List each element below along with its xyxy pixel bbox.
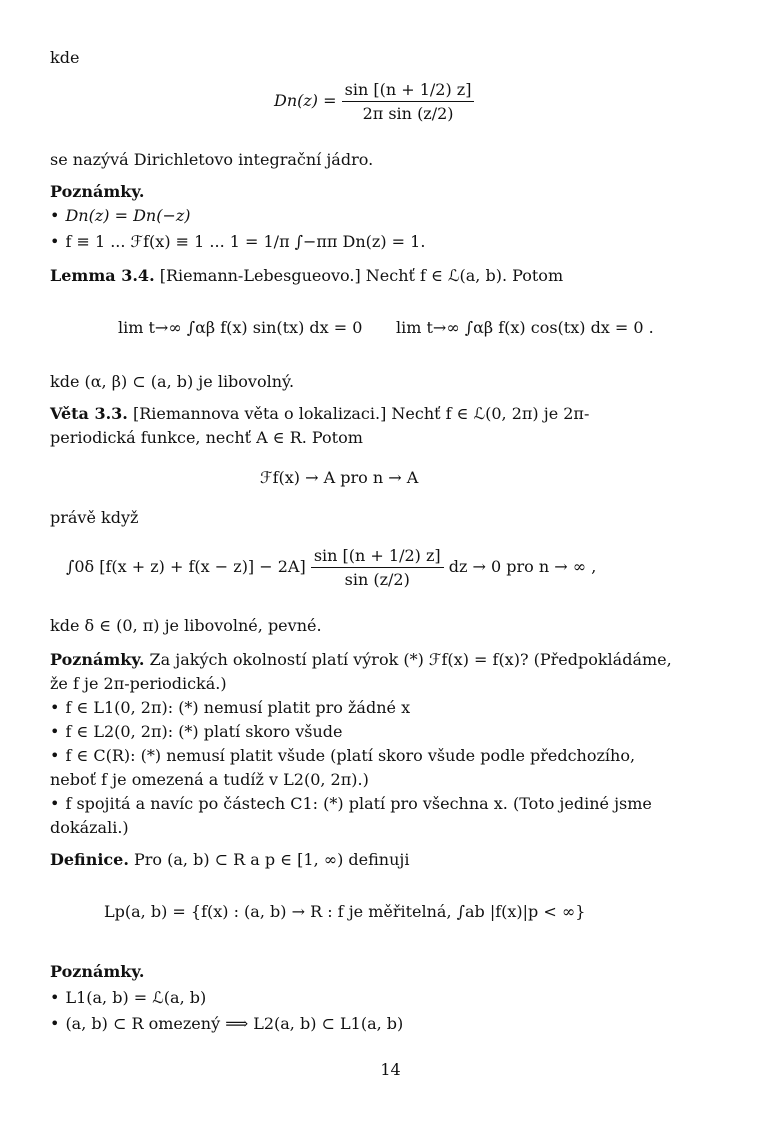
veta-eq2-fraction [311,546,444,589]
notes2-line-2: že f je 2π-periodická.) [50,674,227,693]
notes2-item-2: • f ∈ L2(0, 2π): (*) platí skoro všude [50,722,342,742]
notes1-title: Poznámky. [50,182,145,201]
dirichlet-numerator: sin [(n + 1/2) z] [342,80,475,102]
lemma-after: kde (α, β) ⊂ (a, b) je libovolný. [50,372,295,391]
veta-text-3: právě když [50,508,139,527]
veta-text-2: periodická funkce, nechť A ∈ R. Potom [50,428,363,447]
notes2-item-3-cont: neboť f je omezená a tudíž v L2(0, 2π).) [50,770,369,789]
notes2-title: Poznámky. [50,650,145,669]
veta-after: kde δ ∈ (0, π) je libovolné, pevné. [50,616,322,635]
notes2-item-1: • f ∈ L1(0, 2π): (*) nemusí platit pro žádné x [50,698,410,718]
page-number: 14 [380,1060,401,1079]
veta-title: Věta 3.3. [50,404,128,423]
veta-eq-2 [66,546,596,589]
notes1-item-1: • Dn(z) = Dn(−z) [50,206,191,226]
notes2-item-3: • f ∈ C(R): (*) nemusí platit všude (platí skoro všude podle předchozího, [50,746,635,766]
dirichlet-denominator: 2π sin (z/2) [362,104,454,123]
lemma-eq-sin: lim t→∞ ∫αβ f(x) sin(tx) dx = 0 [118,318,363,337]
veta-text-1: [Riemannova věta o lokalizaci.] Nechť f ∈ ℒ(0, 2π) je 2π- [132,404,590,423]
veta-eq-1: ℱf(x) → A pro n → A [260,468,419,487]
definice-text: Pro (a, b) ⊂ R a p ∈ [1, ∞) definuji [133,850,410,869]
dirichlet-description: se nazývá Dirichletovo integrační jádro. [50,150,374,169]
dirichlet-fraction [342,80,475,123]
veta-eq2-left: ∫0δ [f(x + z) + f(x − z)] − 2A] [66,557,306,576]
lemma-statement [50,266,563,286]
lemma-eq-cos: lim t→∞ ∫αβ f(x) cos(tx) dx = 0 . [396,318,654,337]
notes2-intro: Za jakých okolností platí výrok (*) ℱf(x) = f(x)? (Předpokládáme, [149,650,672,669]
lemma-title: Lemma 3.4. [50,266,155,285]
veta-eq2-denominator: sin (z/2) [344,570,410,589]
notes2-line-1 [50,650,672,670]
veta-statement [50,404,589,424]
notes3-title: Poznámky. [50,962,145,981]
notes1-item-2: • f ≡ 1 ... ℱf(x) ≡ 1 ... 1 = 1/π ∫−ππ Dn(z) = 1. [50,232,425,252]
intro-kde: kde [50,48,80,67]
notes2-item-4: • f spojitá a navíc po částech C1: (*) platí pro všechna x. (Toto jediné jsme [50,794,652,814]
dirichlet-lhs: Dn(z) = [274,91,337,110]
notes3-item-2: • (a, b) ⊂ R omezený ⟹ L2(a, b) ⊂ L1(a, b) [50,1014,403,1034]
veta-eq2-right: dz → 0 pro n → ∞ , [448,557,597,576]
definice-statement [50,850,409,870]
lemma-text: [Riemann-Lebesgueovo.] Nechť f ∈ ℒ(a, b). Potom [159,266,564,285]
dirichlet-equation [274,80,474,123]
veta-eq2-numerator: sin [(n + 1/2) z] [311,546,444,568]
definice-title: Definice. [50,850,129,869]
notes3-item-1: • L1(a, b) = ℒ(a, b) [50,988,206,1008]
notes2-item-4-cont: dokázali.) [50,818,129,837]
definice-equation: Lp(a, b) = {f(x) : (a, b) → R : f je měřitelná, ∫ab |f(x)|p < ∞} [104,902,586,921]
